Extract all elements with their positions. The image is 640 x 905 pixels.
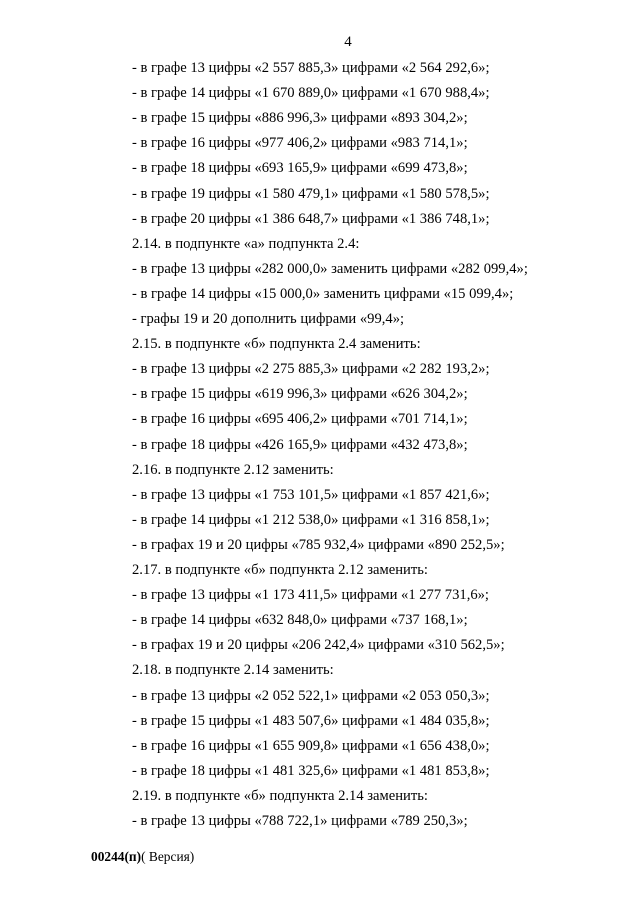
amendment-line: - в графе 16 цифры «1 655 909,8» цифрами «1 656 438,0»;	[132, 737, 490, 754]
amendment-line: - в графе 15 цифры «886 996,3» цифрами «893 304,2»;	[132, 110, 468, 127]
amendment-line: - в графе 14 цифры «1 212 538,0» цифрами «1 316 858,1»;	[132, 511, 490, 528]
amendment-line: - в графах 19 и 20 цифры «206 242,4» цифрами «310 562,5»;	[132, 637, 505, 654]
amendment-line: - в графе 14 цифры «1 670 889,0» цифрами «1 670 988,4»;	[132, 85, 490, 102]
section-heading: 2.15. в подпункте «б» подпункта 2.4 заменить:	[132, 336, 421, 353]
amendment-line: - в графах 19 и 20 цифры «785 932,4» цифрами «890 252,5»;	[132, 536, 505, 553]
amendment-line: - в графе 14 цифры «15 000,0» заменить цифрами «15 099,4»;	[132, 285, 514, 302]
document-version: ( Версия)	[141, 849, 195, 864]
amendment-line: - в графе 19 цифры «1 580 479,1» цифрами «1 580 578,5»;	[132, 185, 490, 202]
amendment-line: - в графе 16 цифры «977 406,2» цифрами «983 714,1»;	[132, 135, 468, 152]
amendment-line: - в графе 20 цифры «1 386 648,7» цифрами «1 386 748,1»;	[132, 210, 490, 227]
amendment-line: - в графе 18 цифры «1 481 325,6» цифрами «1 481 853,8»;	[132, 762, 490, 779]
amendment-line: - в графе 13 цифры «2 052 522,1» цифрами «2 053 050,3»;	[132, 687, 490, 704]
amendment-line: - в графе 13 цифры «1 753 101,5» цифрами «1 857 421,6»;	[132, 486, 490, 503]
amendment-line: - графы 19 и 20 дополнить цифрами «99,4»;	[132, 311, 405, 327]
amendment-line: - в графе 13 цифры «1 173 411,5» цифрами «1 277 731,6»;	[132, 587, 489, 604]
section-heading: 2.19. в подпункте «б» подпункта 2.14 заменить:	[132, 787, 428, 804]
page-number: 4	[344, 34, 352, 50]
amendment-line: - в графе 18 цифры «426 165,9» цифрами «432 473,8»;	[132, 436, 468, 453]
amendment-line: - в графе 13 цифры «2 275 885,3» цифрами «2 282 193,2»;	[132, 361, 490, 378]
section-heading: 2.18. в подпункте 2.14 заменить:	[132, 662, 334, 679]
amendment-line: - в графе 14 цифры «632 848,0» цифрами «737 168,1»;	[132, 612, 468, 629]
section-heading: 2.16. в подпункте 2.12 заменить:	[132, 461, 334, 478]
document-footer	[91, 849, 194, 865]
document-code: 00244(п)	[91, 849, 142, 864]
amendment-line: - в графе 13 цифры «282 000,0» заменить цифрами «282 099,4»;	[132, 260, 528, 277]
amendment-line: - в графе 18 цифры «693 165,9» цифрами «699 473,8»;	[132, 160, 468, 177]
amendment-line: - в графе 16 цифры «695 406,2» цифрами «701 714,1»;	[132, 411, 468, 428]
amendment-line: - в графе 13 цифры «788 722,1» цифрами «789 250,3»;	[132, 813, 468, 829]
section-heading: 2.14. в подпункте «а» подпункта 2.4:	[132, 235, 360, 252]
amendment-line: - в графе 15 цифры «619 996,3» цифрами «626 304,2»;	[132, 386, 468, 403]
section-heading: 2.17. в подпункте «б» подпункта 2.12 заменить:	[132, 562, 428, 578]
amendment-line: - в графе 13 цифры «2 557 885,3» цифрами «2 564 292,6»;	[132, 60, 490, 76]
amendment-line: - в графе 15 цифры «1 483 507,6» цифрами «1 484 035,8»;	[132, 712, 490, 729]
